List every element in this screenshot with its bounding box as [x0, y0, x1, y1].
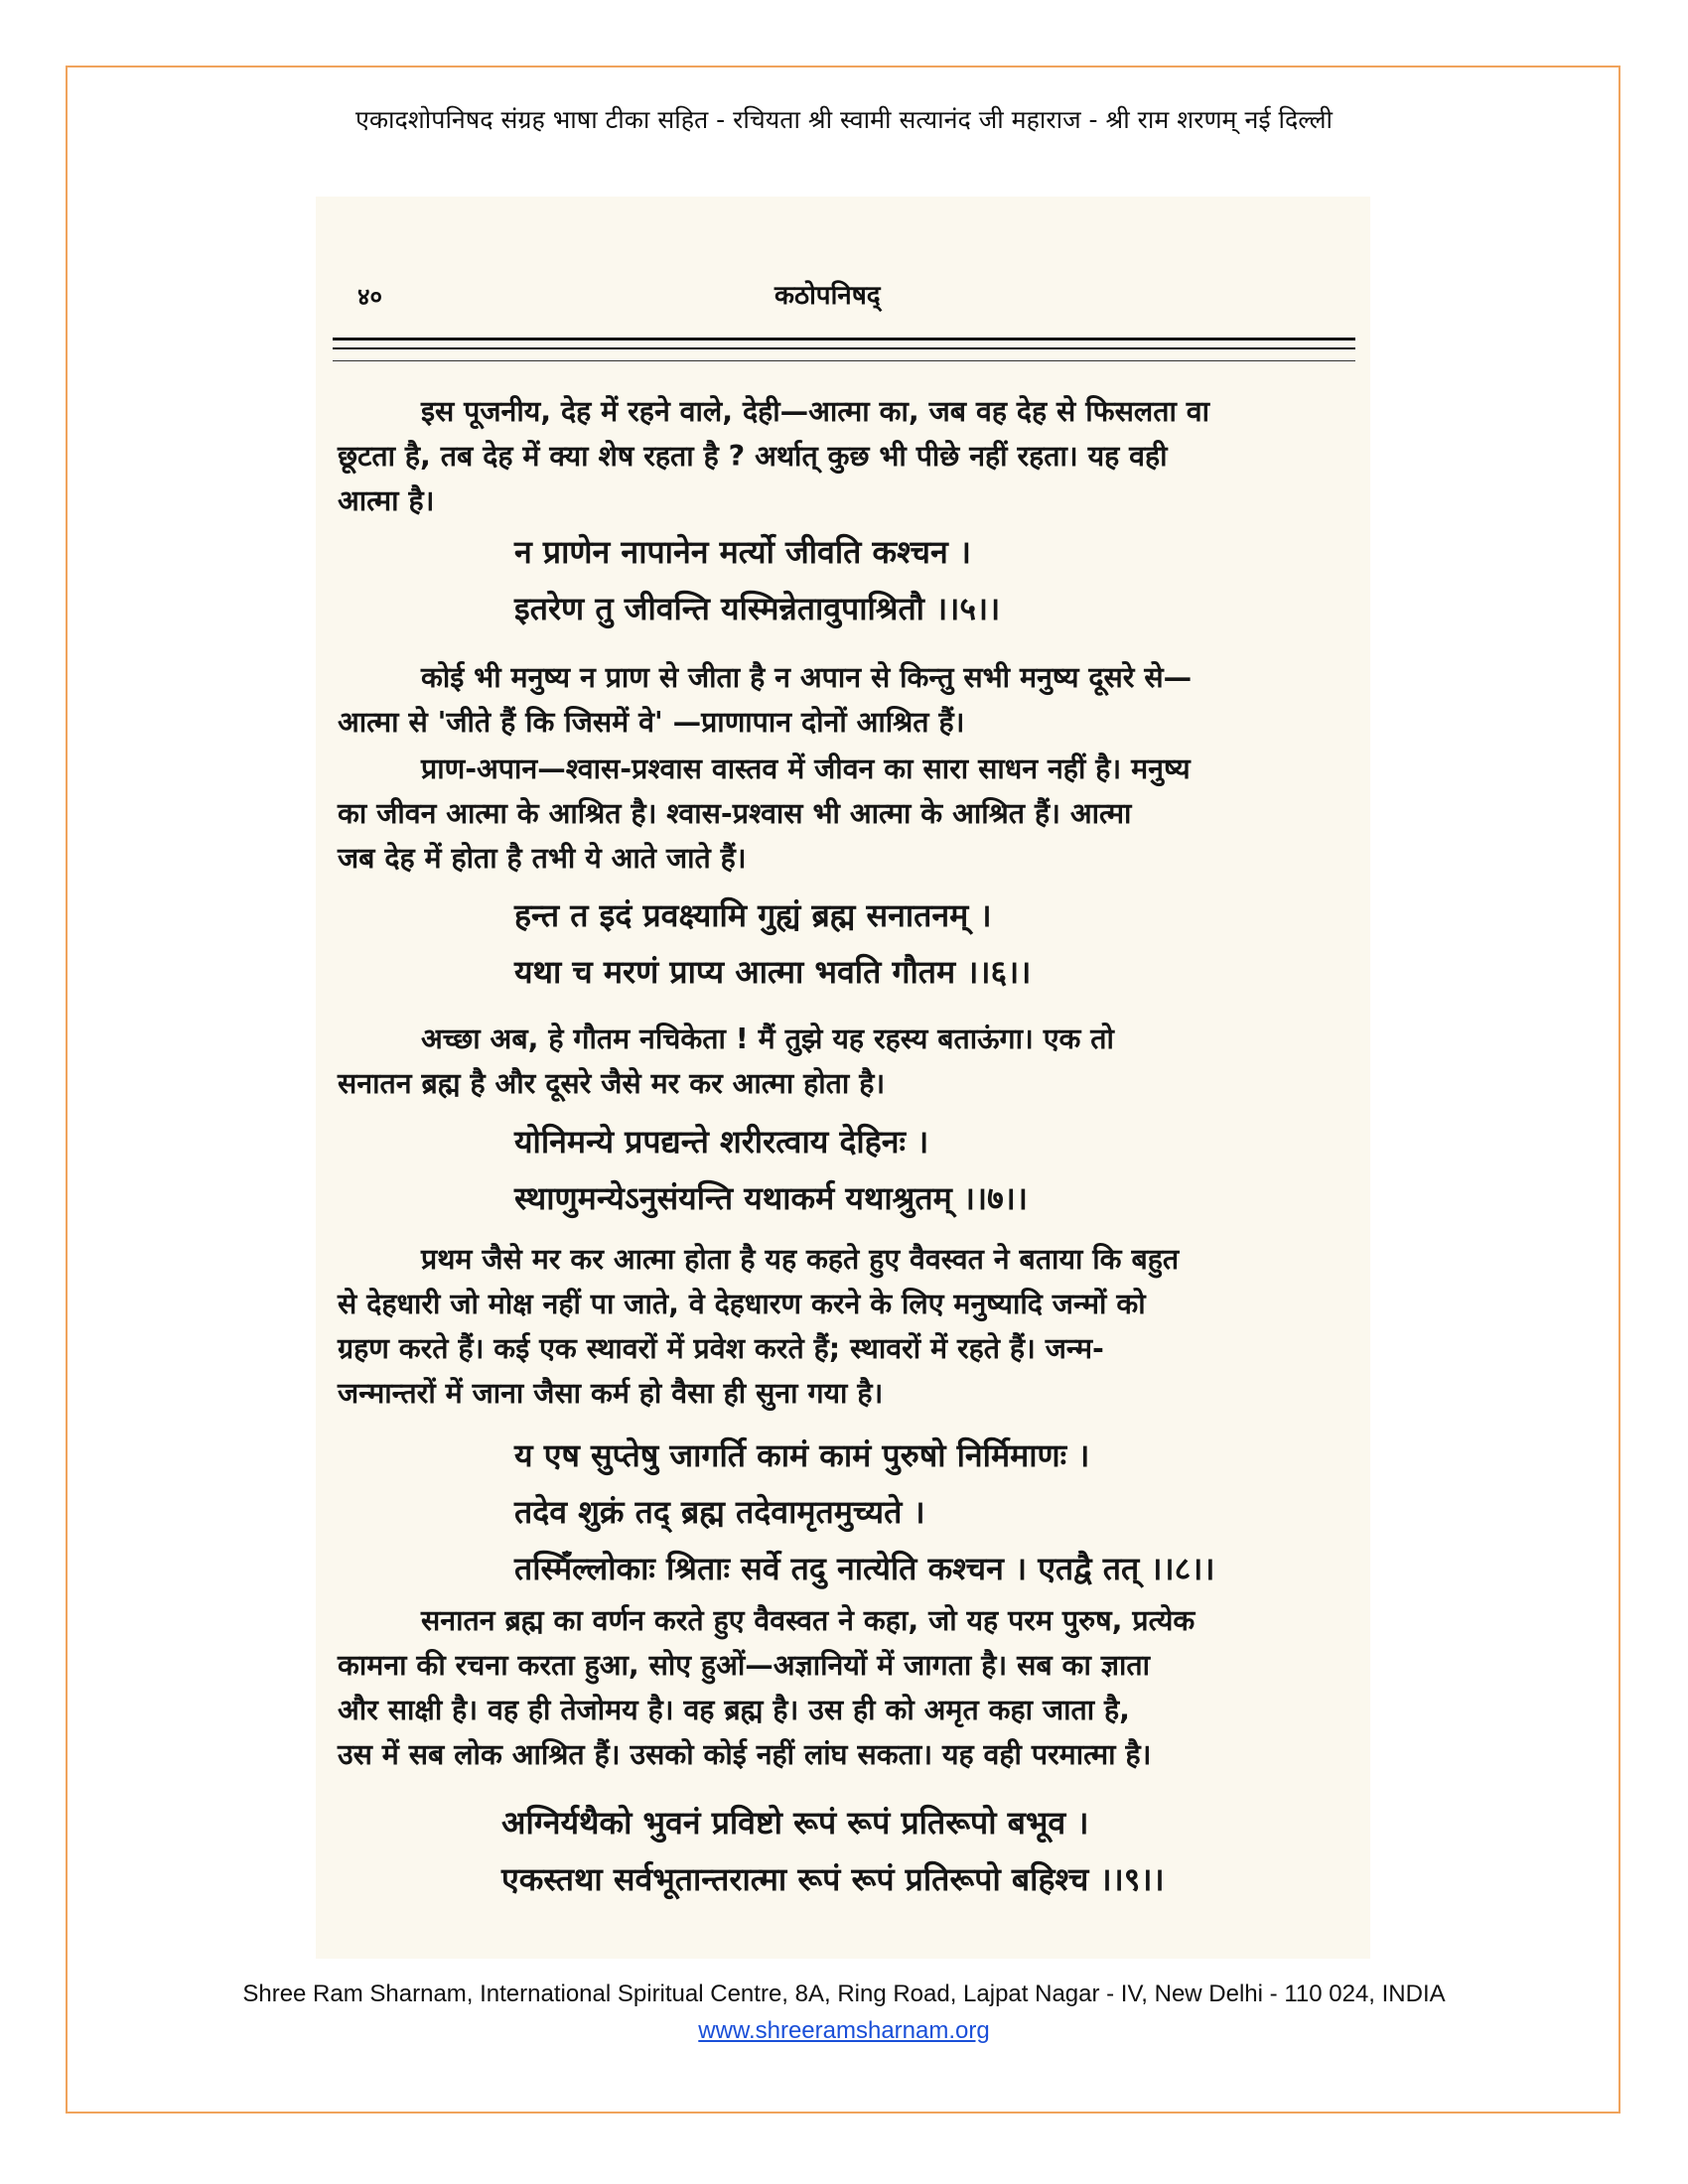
book-running-title: कठोपनिषद् [774, 281, 881, 311]
text-line: से देहधारी जो मोक्ष नहीं पा जाते, वे देहधारण करने के लिए मनुष्यादि जन्मों को [338, 1288, 1146, 1320]
header-rule [333, 347, 1355, 349]
page-header: एकादशोपनिषद संग्रह भाषा टीका सहित - रचियता श्री स्वामी सत्यानंद जी महाराज - श्री राम शरणम् नई दिल्ली [355, 105, 1333, 134]
text-line: और साक्षी है। वह ही तेजोमय है। वह ब्रह्म है। उस ही को अमृत कहा जाता है, [338, 1694, 1131, 1726]
book-page-number: ४० [357, 282, 382, 311]
verse-line: अग्निर्यथैको भुवनं प्रविष्टो रूपं रूपं प्रतिरूपो बभूव । [501, 1804, 1089, 1842]
commentary-paragraph-6 [338, 1598, 1340, 1777]
verse-line: न प्राणेन नापानेन मर्त्यो जीवति कश्चन । [514, 533, 972, 571]
header-rule [333, 360, 1355, 361]
verse-line: इतरेण तु जीवन्ति यस्मिन्नेतावुपाश्रितौ ।।५।। [514, 590, 1001, 627]
verse-line: तस्मिँल्लोकाः श्रिताः सर्वे तदु नात्येति कश्चन । एतद्वै तत् ।।८।। [514, 1550, 1215, 1587]
text-line: उस में सब लोक आश्रित हैं। उसको कोई नहीं लांघ सकता। यह वही परमात्मा है। [338, 1738, 1152, 1771]
commentary-paragraph-2 [338, 655, 1340, 745]
text-line: जब देह में होता है तभी ये आते जाते हैं। [338, 842, 747, 875]
text-line: जन्मान्तरों में जाना जैसा कर्म हो वैसा ही सुना गया है। [338, 1377, 884, 1410]
text-line: आत्मा है। [338, 484, 435, 517]
footer-address: Shree Ram Sharnam, International Spiritual Centre, 8A, Ring Road, Lajpat Nagar - IV, New Delhi - 110 024, INDIA [242, 1980, 1446, 2007]
verse-8 [514, 1428, 1214, 1597]
text-line: ग्रहण करते हैं। कई एक स्थावरों में प्रवेश करते हैं; स्थावरों में रहते हैं। जन्म- [338, 1332, 1104, 1365]
verse-line: तदेव शुक्रं तद् ब्रह्म तदेवामृतमुच्यते । [514, 1493, 925, 1531]
verse-line: हन्त त इदं प्रवक्ष्यामि गुह्यं ब्रह्म सनातनम् । [514, 896, 992, 934]
commentary-paragraph-5 [338, 1237, 1340, 1416]
verse-line: य एष सुप्तेषु जागर्ति कामं कामं पुरुषो निर्मिमाणः । [514, 1436, 1090, 1474]
text-line: कोई भी मनुष्य न प्राण से जीता है न अपान से किन्तु सभी मनुष्य दूसरे से— [421, 661, 1193, 694]
verse-6 [514, 887, 1031, 1001]
text-line: का जीवन आत्मा के आश्रित है। श्वास-प्रश्वास भी आत्मा के आश्रित हैं। आत्मा [338, 797, 1132, 830]
verse-line: योनिमन्ये प्रपद्यन्ते शरीरत्वाय देहिनः । [514, 1123, 929, 1160]
text-line: सनातन ब्रह्म का वर्णन करते हुए वैवस्वत ने कहा, जो यह परम पुरुष, प्रत्येक [421, 1604, 1196, 1637]
verse-line: यथा च मरणं प्राप्य आत्मा भवति गौतम ।।६।। [514, 953, 1032, 991]
text-line: कामना की रचना करता हुआ, सोए हुओं—अज्ञानियों में जागता है। सब का ज्ञाता [338, 1649, 1151, 1682]
commentary-paragraph-1 [338, 389, 1340, 523]
verse-7 [514, 1114, 1028, 1227]
commentary-paragraph-3 [338, 747, 1340, 881]
commentary-paragraph-4 [338, 1017, 1340, 1106]
header-rule [333, 338, 1355, 341]
text-line: प्रथम जैसे मर कर आत्मा होता है यह कहते हुए वैवस्वत ने बताया कि बहुत [421, 1243, 1180, 1276]
website-link[interactable]: www.shreeramsharnam.org [698, 2017, 990, 2044]
text-line: सनातन ब्रह्म है और दूसरे जैसे मर कर आत्मा होता है। [338, 1067, 886, 1100]
text-line: अच्छा अब, हे गौतम नचिकेता ! मैं तुझे यह रहस्य बताऊंगा। एक तो [421, 1023, 1114, 1055]
verse-5 [514, 524, 1000, 637]
text-line: आत्मा से 'जीते हैं कि जिसमें वे' —प्राणापान दोनों आश्रित हैं। [338, 706, 965, 739]
verse-line: स्थाणुमन्येऽनुसंयन्ति यथाकर्म यथाश्रुतम् ।।७।। [514, 1179, 1029, 1217]
verse-line: एकस्तथा सर्वभूतान्तरात्मा रूपं रूपं प्रतिरूपो बहिश्च ।।९।। [501, 1860, 1165, 1898]
verse-9 [501, 1795, 1165, 1908]
text-line: छूटता है, तब देह में क्या शेष रहता है ? अर्थात् कुछ भी पीछे नहीं रहता। यह वही [338, 440, 1168, 473]
text-line: इस पूजनीय, देह में रहने वाले, देही—आत्मा का, जब वह देह से फिसलता वा [421, 395, 1209, 428]
text-line: प्राण-अपान—श्वास-प्रश्वास वास्तव में जीवन का सारा साधन नहीं है। मनुष्य [421, 752, 1191, 785]
